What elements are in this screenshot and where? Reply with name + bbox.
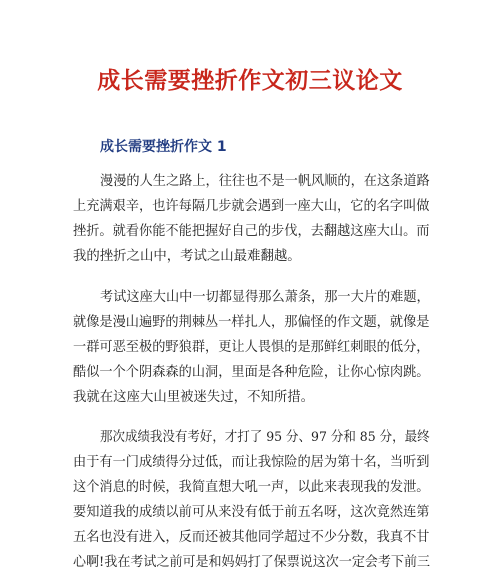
text-line: 这个消息的时候，我简直想大吼一声，以此来表现我的发泄。: [73, 480, 430, 495]
text-line: 就像是漫山遍野的荆棘丛一样扎人，那偏怪的作文题，就像是: [73, 315, 430, 330]
text-line: 那次成绩我没有考好，才打了 95 分、97 分和 85 分，最终: [100, 430, 430, 445]
text-line: 由于有一门成绩得分过低，而让我惊险的居为第十名，当听到: [73, 455, 430, 470]
section-heading: 成长需要挫折作文 1: [100, 139, 227, 155]
text-line: 考试这座大山中一切都显得那么萧条，那一大片的难题，: [100, 290, 430, 305]
text-line: 酷似一个个阴森森的山洞，里面是各种危险，让你心惊肉跳。: [73, 365, 430, 380]
text-line: 五名也没有进入，反而还被其他同学超过不少分数，我真不甘: [73, 530, 430, 545]
text-line: 漫漫的人生之路上，往往也不是一帆风顺的，在这条道路: [100, 174, 430, 189]
text-line: 一群可恶至极的野狼群，更让人畏惧的是那鲜红刺眼的低分，: [73, 340, 430, 355]
text-line: 要知道我的成绩以前可从来没有低于前五名呀，这次竟然连第: [73, 505, 430, 520]
text-line: 心啊!我在考试之前可是和妈妈打了保票说这次一定会考下前三: [73, 555, 431, 570]
text-line: 我就在这座大山里被迷失过，不知所措。: [73, 390, 315, 405]
page-title: 成长需要挫折作文初三议论文: [97, 68, 403, 94]
text-line: 上充满艰辛，也许每隔几步就会遇到一座大山，它的名字叫做: [73, 199, 430, 214]
text-line: 我的挫折之山中，考试之山最难翻越。: [73, 249, 301, 264]
text-line: 挫折。就看你能不能把握好自己的步伐，去翻越这座大山。而: [73, 224, 430, 239]
